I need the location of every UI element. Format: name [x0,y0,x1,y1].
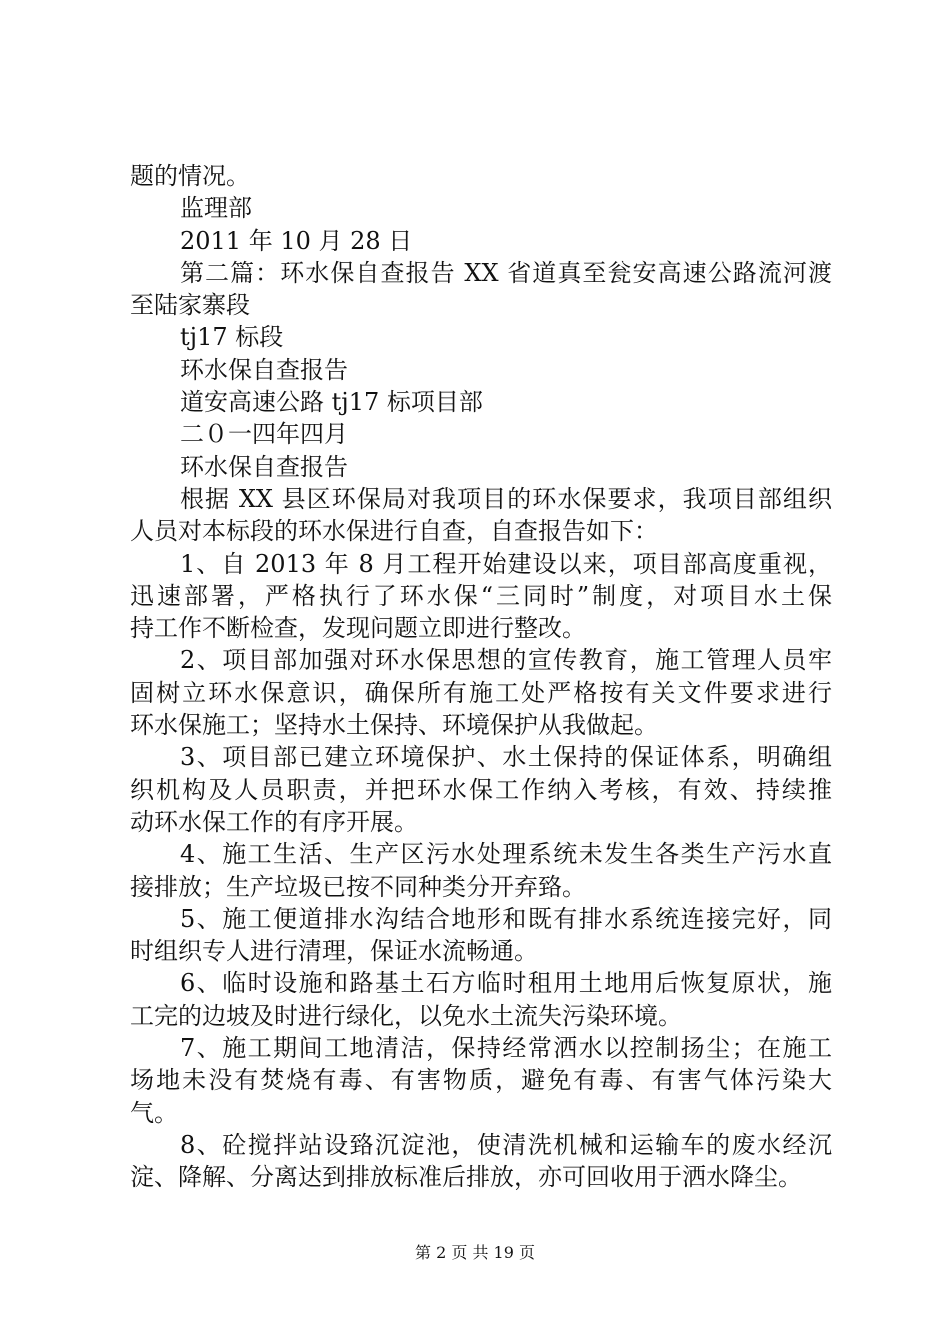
text-line: 题的情况。 [130,162,250,190]
text-line: 场地未没有焚烧有毒、有害物质，避免有毒、有害气体污染大 [130,1066,832,1095]
text-line: 道安高速公路 tj17 标项目部 [180,388,483,417]
text-line: 3、项目部已建立环境保护、水土保持的保证体系，明确组 [180,743,832,772]
text-line: 根据 XX 县区环保局对我项目的环水保要求，我项目部组织 [180,484,832,513]
text-line: 迅速部署，严格执行了环水保“三同时”制度，对项目水土保 [130,581,832,610]
text-line: 时组织专人进行清理，保证水流畅通。 [130,937,538,966]
text-line: 2011 年 10 月 28 日 [180,226,413,255]
text-line: 5、施工便道排水沟结合地形和既有排水系统连接完好，同 [180,904,832,933]
text-line: 工完的边坡及时进行绿化，以免水土流失污染环境。 [130,1001,682,1030]
text-line: 4、施工生活、生产区污水处理系统未发生各类生产污水直 [180,840,832,869]
page-footer: 第 2 页 共 19 页 [415,1243,535,1262]
text-line: 固树立环水保意识，确保所有施工处严格按有关文件要求进行 [130,678,832,707]
text-line: 7、施工期间工地清洁，保持经常洒水以控制扬尘；在施工 [180,1034,832,1063]
text-line: 环水保施工；坚持水土保持、环境保护从我做起。 [130,711,658,740]
text-line: 环水保自查报告 [180,355,348,384]
text-line: tj17 标段 [180,323,284,352]
text-line: 8、砼搅拌站设臵沉淀池，使清洗机械和运输车的废水经沉 [180,1130,832,1159]
text-line: 二０一四年四月 [180,420,348,449]
text-line: 1、自 2013 年 8 月工程开始建设以来，项目部高度重视， [180,549,832,578]
text-line: 6、临时设施和路基土石方临时租用土地用后恢复原状，施 [180,969,832,998]
text-line: 气。 [130,1098,178,1127]
text-line: 监理部 [180,194,252,223]
text-line: 至陆家寨段 [130,291,250,320]
text-line: 持工作不断检查，发现问题立即进行整改。 [130,614,586,643]
text-line: 淀、降解、分离达到排放标准后排放，亦可回收用于洒水降尘。 [130,1163,802,1192]
document-body [130,160,832,1194]
text-line: 织机构及人员职责，并把环水保工作纳入考核，有效、持续推 [130,775,832,804]
text-line: 环水保自查报告 [180,452,348,481]
text-line: 2、项目部加强对环水保思想的宣传教育，施工管理人员牢 [180,646,832,675]
text-line: 接排放；生产垃圾已按不同种类分开弃臵。 [130,872,586,901]
text-line: 第二篇：环水保自查报告 XX 省道真至瓮安高速公路流河渡 [180,258,832,287]
text-line: 动环水保工作的有序开展。 [130,807,418,836]
text-line: 人员对本标段的环水保进行自查，自查报告如下： [130,517,658,546]
